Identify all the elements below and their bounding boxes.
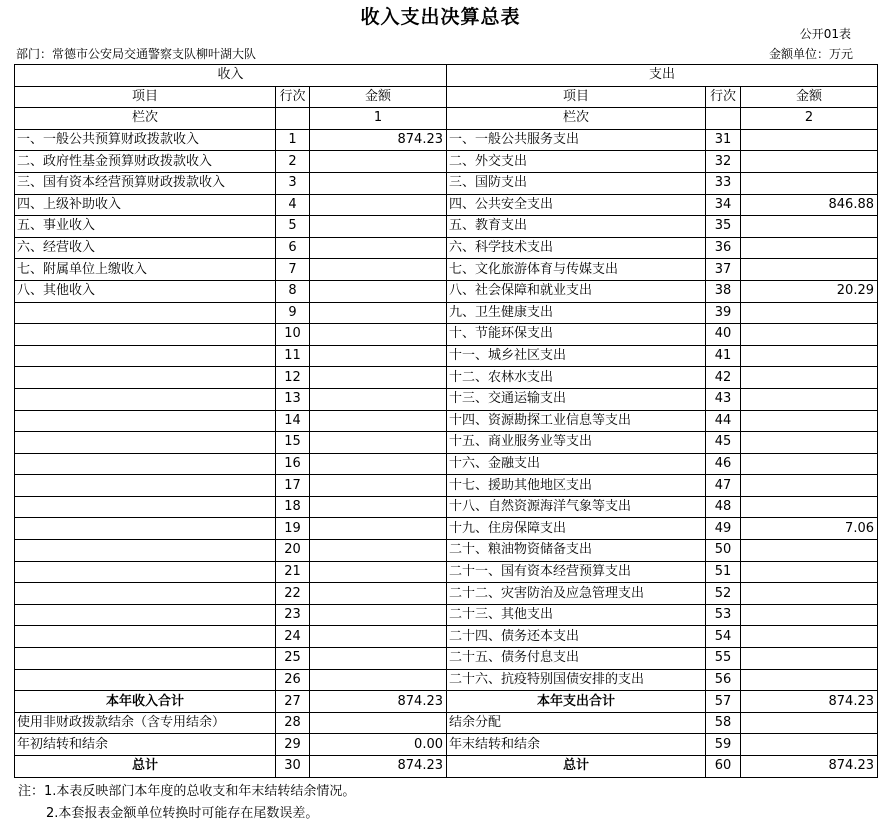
expense-item: 十一、城乡社区支出: [447, 345, 706, 367]
income-amount: [310, 259, 447, 281]
income-amount: [310, 194, 447, 216]
income-item: 八、其他收入: [15, 280, 276, 302]
expense-amount: [741, 734, 878, 756]
income-amount: 0.00: [310, 734, 447, 756]
summary-row: [15, 734, 878, 756]
expense-item: 二十六、抗疫特别国债安排的支出: [447, 669, 706, 691]
income-amount: [310, 410, 447, 432]
income-amount: 874.23: [310, 691, 447, 713]
income-amount: [310, 518, 447, 540]
expense-item: 二十二、灾害防治及应急管理支出: [447, 583, 706, 605]
expense-item: 十、节能环保支出: [447, 324, 706, 346]
expense-line-number: 44: [706, 410, 741, 432]
expense-amount: [741, 669, 878, 691]
table-row: [15, 216, 878, 238]
expense-amount: [741, 712, 878, 734]
expense-amount: [741, 388, 878, 410]
expense-line-number: 31: [706, 129, 741, 151]
income-amount: [310, 669, 447, 691]
income-line-number: 21: [276, 561, 310, 583]
table-row: [15, 496, 878, 518]
income-item: 二、政府性基金预算财政拨款收入: [15, 151, 276, 173]
income-line-number: 28: [276, 712, 310, 734]
income-item: 七、附属单位上缴收入: [15, 259, 276, 281]
income-line-number: 2: [276, 151, 310, 173]
expense-line-number: 39: [706, 302, 741, 324]
expense-amount: 874.23: [741, 691, 878, 713]
income-amount: [310, 540, 447, 562]
income-amount: [310, 453, 447, 475]
expense-line-number: 43: [706, 388, 741, 410]
income-line-number: 25: [276, 648, 310, 670]
expense-line-number: 58: [706, 712, 741, 734]
table-row: [15, 151, 878, 173]
expense-item: 年末结转和结余: [447, 734, 706, 756]
income-item: 使用非财政拨款结余（含专用结余）: [15, 712, 276, 734]
income-item: 本年收入合计: [15, 691, 276, 713]
department-label: 部门：常德市公安局交通警察支队柳叶湖大队: [16, 47, 257, 61]
income-item: [15, 367, 276, 389]
expense-amount: [741, 216, 878, 238]
expense-amount: [741, 172, 878, 194]
expense-line-number: 40: [706, 324, 741, 346]
expense-line-number: 34: [706, 194, 741, 216]
expense-item: 总计: [447, 756, 706, 778]
income-item: [15, 669, 276, 691]
expense-line-number: 35: [706, 216, 741, 238]
expense-line-number: 45: [706, 432, 741, 454]
expense-item: 五、教育支出: [447, 216, 706, 238]
income-amount: 874.23: [310, 129, 447, 151]
column-number-row: [15, 108, 878, 130]
table-row: [15, 669, 878, 691]
note-line-1: 注：1.本表反映部门本年度的总收支和年末结转结余情况。: [18, 784, 356, 799]
income-item: 六、经营收入: [15, 237, 276, 259]
income-line-number: 14: [276, 410, 310, 432]
expense-amount: 7.06: [741, 518, 878, 540]
income-amount: [310, 712, 447, 734]
expense-amount: [741, 496, 878, 518]
expense-item: 二十一、国有资本经营预算支出: [447, 561, 706, 583]
expense-line-number: 54: [706, 626, 741, 648]
income-line-header: 行次: [276, 86, 310, 108]
expense-line-number: 59: [706, 734, 741, 756]
table-row: [15, 280, 878, 302]
table-row: [15, 626, 878, 648]
income-line-number: 3: [276, 172, 310, 194]
income-amount: [310, 432, 447, 454]
income-line-number: 22: [276, 583, 310, 605]
income-line-number: 30: [276, 756, 310, 778]
income-line-number: 7: [276, 259, 310, 281]
income-item: [15, 561, 276, 583]
table-row: [15, 172, 878, 194]
income-line-number: 11: [276, 345, 310, 367]
expense-amount: 874.23: [741, 756, 878, 778]
income-line-number: 23: [276, 604, 310, 626]
expense-item: 十八、自然资源海洋气象等支出: [447, 496, 706, 518]
income-line-number: 6: [276, 237, 310, 259]
expense-amount: [741, 302, 878, 324]
summary-row: [15, 691, 878, 713]
expense-line-number: 56: [706, 669, 741, 691]
income-column-blank: [276, 108, 310, 130]
income-amount: [310, 324, 447, 346]
expense-item: 十四、资源勘探工业信息等支出: [447, 410, 706, 432]
expense-item: 十九、住房保障支出: [447, 518, 706, 540]
table-row: [15, 302, 878, 324]
expense-column-number: 2: [741, 108, 878, 130]
expense-line-number: 57: [706, 691, 741, 713]
table-row: [15, 432, 878, 454]
expense-amount: [741, 583, 878, 605]
income-amount: [310, 561, 447, 583]
table-row: [15, 324, 878, 346]
expense-item: 四、公共安全支出: [447, 194, 706, 216]
summary-row: [15, 756, 878, 778]
table-row: [15, 518, 878, 540]
expense-item: 三、国防支出: [447, 172, 706, 194]
expense-line-number: 36: [706, 237, 741, 259]
expense-amount: [741, 259, 878, 281]
income-line-number: 27: [276, 691, 310, 713]
expense-item: 十三、交通运输支出: [447, 388, 706, 410]
income-line-number: 16: [276, 453, 310, 475]
expense-section-header: 支出: [447, 65, 878, 87]
expense-line-number: 55: [706, 648, 741, 670]
table-row: [15, 237, 878, 259]
income-item: [15, 648, 276, 670]
expense-amount: [741, 410, 878, 432]
income-line-number: 5: [276, 216, 310, 238]
income-amount: [310, 604, 447, 626]
expense-amount: 846.88: [741, 194, 878, 216]
income-item: [15, 626, 276, 648]
income-line-number: 18: [276, 496, 310, 518]
table-row: [15, 475, 878, 497]
summary-row: [15, 712, 878, 734]
income-amount: [310, 388, 447, 410]
expense-column-blank: [706, 108, 741, 130]
expense-amount: [741, 129, 878, 151]
income-amount: [310, 496, 447, 518]
income-amount: [310, 583, 447, 605]
income-amount: [310, 237, 447, 259]
expense-item: 二十、粮油物资储备支出: [447, 540, 706, 562]
expense-amount: [741, 237, 878, 259]
income-amount: [310, 475, 447, 497]
table-row: [15, 410, 878, 432]
income-column-label: 栏次: [15, 108, 276, 130]
expense-item: 七、文化旅游体育与传媒支出: [447, 259, 706, 281]
expense-line-number: 48: [706, 496, 741, 518]
expense-amount: [741, 453, 878, 475]
expense-line-number: 46: [706, 453, 741, 475]
unit-label: 金额单位：万元: [768, 47, 853, 61]
report-title: 收入支出决算总表: [360, 6, 521, 28]
expense-item: 结余分配: [447, 712, 706, 734]
income-amount: [310, 367, 447, 389]
expense-line-number: 37: [706, 259, 741, 281]
expense-line-number: 53: [706, 604, 741, 626]
income-line-number: 9: [276, 302, 310, 324]
income-line-number: 12: [276, 367, 310, 389]
income-item: [15, 496, 276, 518]
income-line-number: 17: [276, 475, 310, 497]
income-item: 总计: [15, 756, 276, 778]
income-line-number: 4: [276, 194, 310, 216]
expense-item: 十五、商业服务业等支出: [447, 432, 706, 454]
expense-item: 十六、金融支出: [447, 453, 706, 475]
expense-line-number: 49: [706, 518, 741, 540]
income-line-number: 24: [276, 626, 310, 648]
table-row: [15, 648, 878, 670]
income-amount: [310, 302, 447, 324]
expense-line-number: 60: [706, 756, 741, 778]
expense-amount: [741, 324, 878, 346]
expense-item-header: 项目: [447, 86, 706, 108]
expense-line-number: 50: [706, 540, 741, 562]
expense-item: 十二、农林水支出: [447, 367, 706, 389]
expense-amount: 20.29: [741, 280, 878, 302]
income-item: [15, 604, 276, 626]
expense-amount: [741, 475, 878, 497]
expense-item: 二、外交支出: [447, 151, 706, 173]
expense-amount: [741, 367, 878, 389]
expense-amount: [741, 151, 878, 173]
expense-item: 本年支出合计: [447, 691, 706, 713]
table-row: [15, 194, 878, 216]
income-section-header: 收入: [15, 65, 447, 87]
income-amount: [310, 216, 447, 238]
income-line-number: 19: [276, 518, 310, 540]
expense-amount: [741, 561, 878, 583]
expense-amount-header: 金额: [741, 86, 878, 108]
expense-item: 二十三、其他支出: [447, 604, 706, 626]
expense-line-number: 33: [706, 172, 741, 194]
income-item: [15, 540, 276, 562]
expense-item: 八、社会保障和就业支出: [447, 280, 706, 302]
income-line-number: 8: [276, 280, 310, 302]
income-amount-header: 金额: [310, 86, 447, 108]
income-item: [15, 475, 276, 497]
income-item: [15, 388, 276, 410]
expense-item: 十七、援助其他地区支出: [447, 475, 706, 497]
income-item-header: 项目: [15, 86, 276, 108]
expense-item: 六、科学技术支出: [447, 237, 706, 259]
income-amount: [310, 626, 447, 648]
income-item: 一、一般公共预算财政拨款收入: [15, 129, 276, 151]
table-row: [15, 367, 878, 389]
income-amount: [310, 648, 447, 670]
income-item: [15, 453, 276, 475]
expense-line-number: 52: [706, 583, 741, 605]
income-item: [15, 583, 276, 605]
table-row: [15, 345, 878, 367]
expense-line-header: 行次: [706, 86, 741, 108]
expense-item: 一、一般公共服务支出: [447, 129, 706, 151]
expense-amount: [741, 626, 878, 648]
income-amount: [310, 345, 447, 367]
income-amount: 874.23: [310, 756, 447, 778]
income-line-number: 20: [276, 540, 310, 562]
table-row: [15, 583, 878, 605]
income-item: [15, 410, 276, 432]
expense-column-label: 栏次: [447, 108, 706, 130]
note-line-2: 2.本套报表金额单位转换时可能存在尾数误差。: [46, 806, 319, 821]
income-item: [15, 302, 276, 324]
income-item: 三、国有资本经营预算财政拨款收入: [15, 172, 276, 194]
expense-amount: [741, 648, 878, 670]
table-row: [15, 561, 878, 583]
income-amount: [310, 280, 447, 302]
expense-line-number: 41: [706, 345, 741, 367]
income-item: [15, 324, 276, 346]
income-line-number: 10: [276, 324, 310, 346]
income-line-number: 1: [276, 129, 310, 151]
expense-line-number: 32: [706, 151, 741, 173]
income-amount: [310, 151, 447, 173]
expense-line-number: 51: [706, 561, 741, 583]
expense-amount: [741, 604, 878, 626]
expense-item: 二十五、债务付息支出: [447, 648, 706, 670]
expense-line-number: 47: [706, 475, 741, 497]
expense-item: 二十四、债务还本支出: [447, 626, 706, 648]
table-row: [15, 388, 878, 410]
table-row: [15, 540, 878, 562]
expense-amount: [741, 432, 878, 454]
form-code: 公开01表: [799, 27, 851, 41]
expense-amount: [741, 540, 878, 562]
income-item: 年初结转和结余: [15, 734, 276, 756]
income-line-number: 15: [276, 432, 310, 454]
column-header-row: [15, 86, 878, 108]
income-amount: [310, 172, 447, 194]
table-row: [15, 129, 878, 151]
expense-line-number: 42: [706, 367, 741, 389]
income-line-number: 26: [276, 669, 310, 691]
table-row: [15, 604, 878, 626]
income-item: [15, 432, 276, 454]
income-expense-table: [14, 64, 878, 778]
income-item: [15, 345, 276, 367]
income-column-number: 1: [310, 108, 447, 130]
table-row: [15, 259, 878, 281]
expense-item: 九、卫生健康支出: [447, 302, 706, 324]
income-line-number: 29: [276, 734, 310, 756]
income-line-number: 13: [276, 388, 310, 410]
section-header-row: [15, 65, 878, 87]
income-item: 五、事业收入: [15, 216, 276, 238]
income-item: 四、上级补助收入: [15, 194, 276, 216]
expense-amount: [741, 345, 878, 367]
table-row: [15, 453, 878, 475]
income-item: [15, 518, 276, 540]
expense-line-number: 38: [706, 280, 741, 302]
